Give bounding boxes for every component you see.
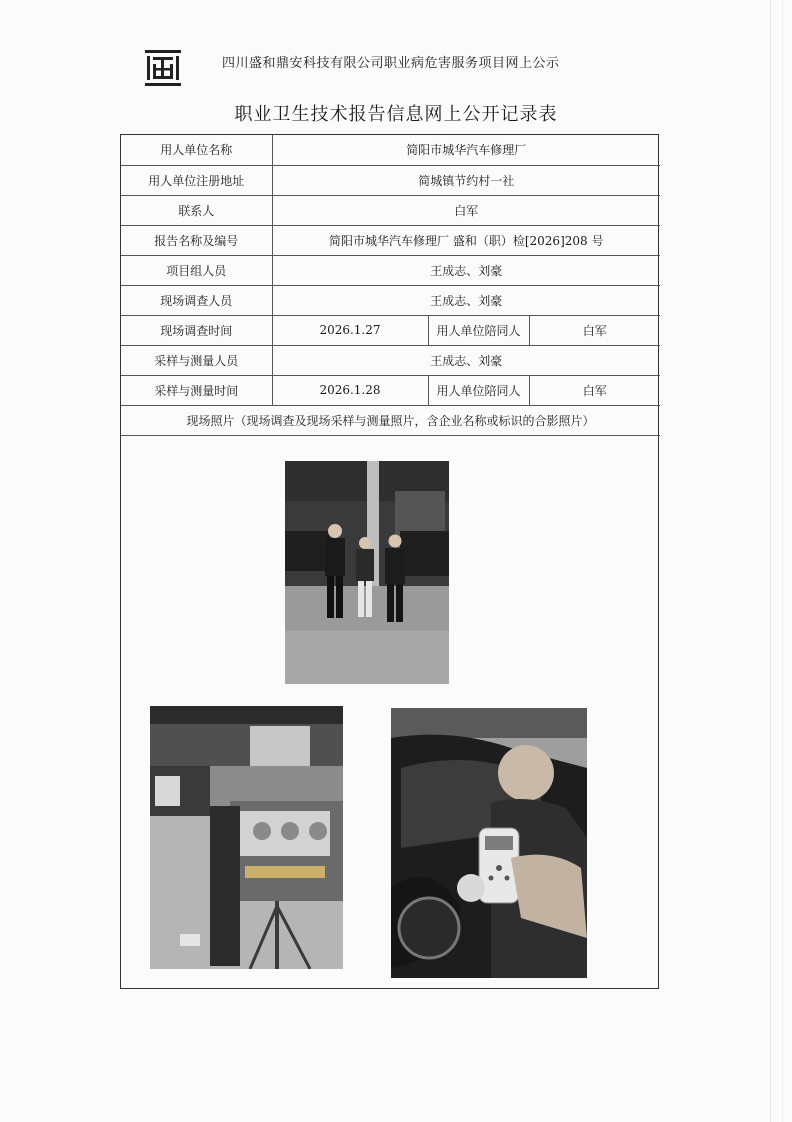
field-label: 用人单位陪同人: [428, 375, 529, 405]
table-row: [121, 345, 660, 375]
employer-name-value: 简阳市城华汽车修理厂: [272, 135, 660, 165]
contact-value: 白军: [272, 195, 660, 225]
table-row: [121, 165, 660, 195]
field-label: 项目组人员: [121, 255, 272, 285]
field-label: 报告名称及编号: [121, 225, 272, 255]
company-logo: [144, 48, 182, 88]
table-row: [121, 315, 660, 345]
report-value: 简阳市城华汽车修理厂 盛和（职）检[2026]208 号: [272, 225, 660, 255]
table-row: [121, 405, 660, 435]
table-row: [121, 195, 660, 225]
table-row: [121, 225, 660, 255]
field-label: 用人单位注册地址: [121, 165, 272, 195]
scan-edge: [782, 0, 783, 1122]
organization-header: 四川盛和鼎安科技有限公司职业病危害服务项目网上公示: [222, 56, 560, 71]
field-label: 现场调查时间: [121, 315, 272, 345]
sampling-staff-value: 王成志、刘豪: [272, 345, 660, 375]
record-table: [121, 135, 660, 436]
group-photo: [285, 461, 449, 684]
field-label: 用人单位陪同人: [428, 315, 529, 345]
sampling-time-value: 2026.1.28: [272, 375, 428, 405]
page-title: 职业卫生技术报告信息网上公开记录表: [234, 104, 558, 125]
table-row: [121, 255, 660, 285]
employer-address-value: 简城镇节约村一社: [272, 165, 660, 195]
table-row: [121, 135, 660, 165]
table-row: [121, 375, 660, 405]
scan-edge: [770, 0, 771, 1122]
field-label: 联系人: [121, 195, 272, 225]
sampling-escort-value: 白军: [529, 375, 660, 405]
noise-measurement-photo: [391, 708, 587, 978]
survey-staff-value: 王成志、刘豪: [272, 285, 660, 315]
table-row: [121, 285, 660, 315]
sampling-equipment-photo: [150, 706, 343, 969]
survey-escort-value: 白军: [529, 315, 660, 345]
survey-time-value: 2026.1.27: [272, 315, 428, 345]
project-members-value: 王成志、刘豪: [272, 255, 660, 285]
field-label: 采样与测量人员: [121, 345, 272, 375]
photos-caption: 现场照片（现场调查及现场采样与测量照片，含企业名称或标识的合影照片）: [121, 405, 660, 435]
field-label: 采样与测量时间: [121, 375, 272, 405]
field-label: 用人单位名称: [121, 135, 272, 165]
field-label: 现场调查人员: [121, 285, 272, 315]
